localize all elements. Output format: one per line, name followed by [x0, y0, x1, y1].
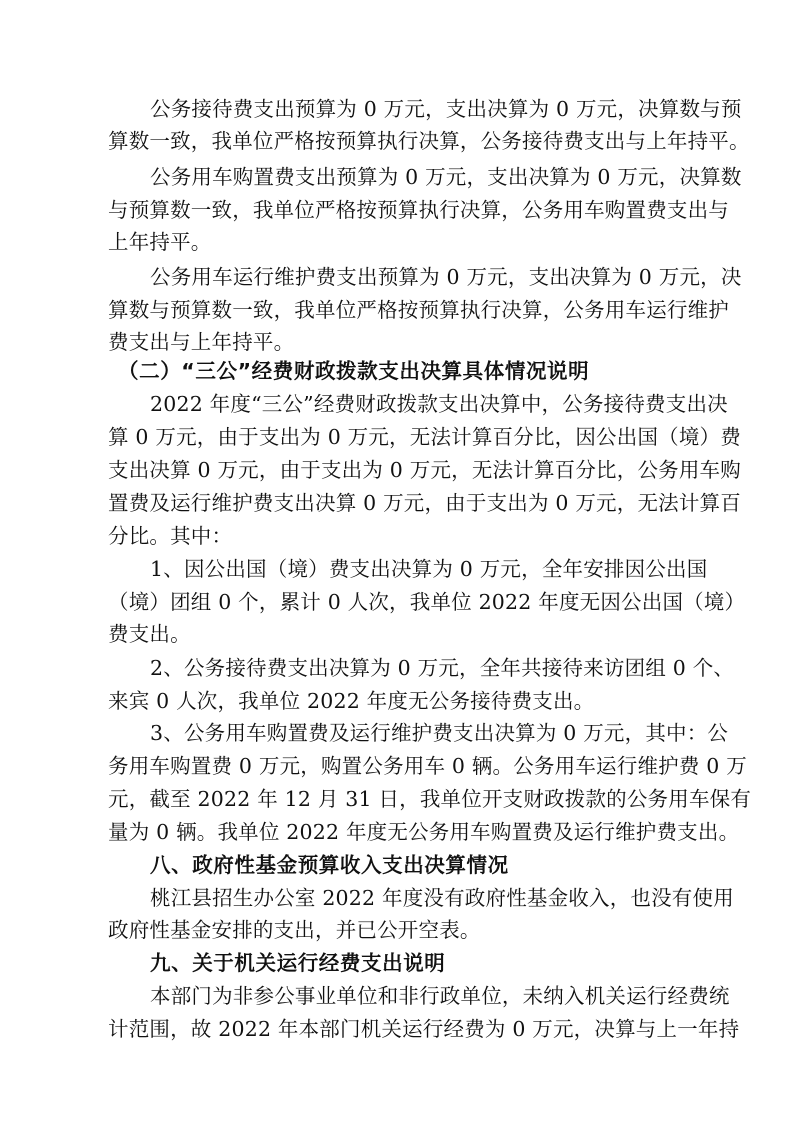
paragraph-line: 分比。其中：: [108, 524, 233, 548]
list-item-line: 2、公务接待费支出决算为 0 万元，全年共接待来访团组 0 个、: [150, 656, 735, 680]
paragraph-line: 费支出与上年持平。: [108, 330, 295, 354]
paragraph-line: 务用车购置费 0 万元，购置公务用车 0 辆。公务用车运行维护费 0 万: [108, 754, 747, 778]
section-heading: （二）“三公”经费财政拨款支出决算具体情况说明: [118, 359, 590, 383]
paragraph-line: 来宾 0 人次，我单位 2022 年度无公务接待费支出。: [108, 689, 595, 713]
paragraph-line: 与预算数一致，我单位严格按预算执行决算，公务用车购置费支出与: [108, 198, 729, 222]
paragraph-line: 元，截至 2022 年 12 月 31 日，我单位开支财政拨款的公务用车保有: [108, 787, 752, 811]
paragraph-line: 桃江县招生办公室 2022 年度没有政府性基金收入，也没有使用: [150, 886, 734, 910]
section-heading: 八、政府性基金预算收入支出决算情况: [150, 853, 509, 877]
paragraph-line: 政府性基金安排的支出，并已公开空表。: [108, 918, 481, 942]
paragraph-line: 算数一致，我单位严格按预算执行决算，公务接待费支出与上年持平。: [108, 129, 750, 153]
paragraph-line: 公务用车购置费支出预算为 0 万元，支出决算为 0 万元，决算数: [150, 165, 742, 189]
paragraph-line: 计范围，故 2022 年本部门机关运行经费为 0 万元，决算与上一年持: [108, 1017, 740, 1041]
paragraph-line: 本部门为非参公事业单位和非行政单位，未纳入机关运行经费统: [150, 984, 730, 1008]
paragraph-line: 公务用车运行维护费支出预算为 0 万元，支出决算为 0 万元，决: [150, 265, 742, 289]
list-item-line: 3、公务用车购置费及运行维护费支出决算为 0 万元，其中：公: [150, 721, 729, 745]
paragraph-line: 支出决算 0 万元，由于支出为 0 万元，无法计算百分比，公务用车购: [108, 458, 741, 482]
paragraph-line: 公务接待费支出预算为 0 万元，支出决算为 0 万元，决算数与预: [150, 97, 742, 121]
paragraph-line: 2022 年度“三公”经费财政拨款支出决算中，公务接待费支出决: [150, 392, 728, 416]
list-item-line: 1、因公出国（境）费支出决算为 0 万元，全年安排因公出国: [150, 557, 708, 581]
paragraph-line: 算 0 万元，由于支出为 0 万元，无法计算百分比，因公出国（境）费: [108, 425, 741, 449]
paragraph-line: 量为 0 辆。我单位 2022 年度无公务用车购置费及运行维护费支出。: [108, 820, 740, 844]
paragraph-line: 上年持平。: [108, 230, 212, 254]
paragraph-line: （境）团组 0 个，累计 0 人次，我单位 2022 年度无因公出国（境）: [108, 590, 746, 614]
paragraph-line: 置费及运行维护费支出决算 0 万元，由于支出为 0 万元，无法计算百: [108, 491, 741, 515]
paragraph-line: 算数与预算数一致，我单位严格按预算执行决算，公务用车运行维护: [108, 298, 729, 322]
paragraph-line: 费支出。: [108, 622, 191, 646]
section-heading: 九、关于机关运行经费支出说明: [150, 951, 446, 975]
